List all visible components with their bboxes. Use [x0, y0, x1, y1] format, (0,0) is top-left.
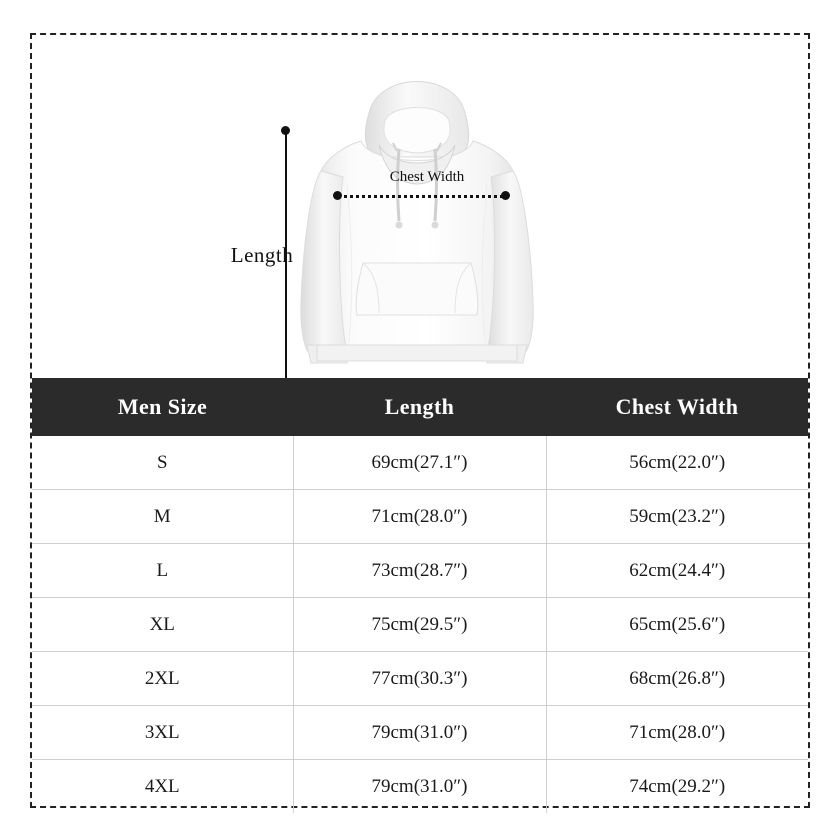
chest-right-endpoint: [501, 191, 510, 200]
table-row: [32, 436, 808, 490]
cell-length: 77cm(30.3″): [293, 652, 546, 706]
chest-left-endpoint: [333, 191, 342, 200]
table-row: [32, 598, 808, 652]
table-header: [32, 378, 808, 436]
cell-chest-width: 59cm(23.2″): [546, 490, 808, 544]
cell-chest-width: 71cm(28.0″): [546, 706, 808, 760]
cell-chest-width: 62cm(24.4″): [546, 544, 808, 598]
column-header-length: Length: [293, 378, 546, 436]
length-top-endpoint: [281, 126, 290, 135]
cell-chest-width: 68cm(26.8″): [546, 652, 808, 706]
cell-size: XL: [32, 598, 293, 652]
hoodie-illustration: [287, 45, 547, 375]
cell-chest-width: 65cm(25.6″): [546, 598, 808, 652]
cell-chest-width: 56cm(22.0″): [546, 436, 808, 490]
cell-size: 2XL: [32, 652, 293, 706]
table-row: [32, 706, 808, 760]
size-table-wrapper: [32, 378, 808, 813]
chest-width-measure-line: [337, 195, 509, 198]
table-row: [32, 652, 808, 706]
cell-length: 73cm(28.7″): [293, 544, 546, 598]
chest-width-measure-label: Chest Width: [389, 169, 465, 185]
measurement-illustration: [32, 35, 808, 378]
cell-length: 69cm(27.1″): [293, 436, 546, 490]
cell-chest-width: 74cm(29.2″): [629, 775, 726, 797]
length-measure-label: Length: [230, 243, 294, 267]
table-row: [32, 544, 808, 598]
cell-size: 4XL: [32, 760, 293, 814]
cell-length: 71cm(28.0″): [293, 490, 546, 544]
table-header-row: [32, 378, 808, 436]
size-table: [32, 378, 808, 813]
cell-length: 75cm(29.5″): [293, 598, 546, 652]
table-body: [32, 436, 808, 813]
cell-length: 79cm(31.0″): [293, 760, 546, 814]
column-header-chest-width: Chest Width: [546, 378, 808, 436]
table-row: [32, 760, 808, 814]
column-header-size: Men Size: [32, 378, 293, 436]
cell-size: 3XL: [32, 706, 293, 760]
cell-length: 79cm(31.0″): [293, 706, 546, 760]
table-row: [32, 490, 808, 544]
cell-size: M: [32, 490, 293, 544]
cell-size: S: [32, 436, 293, 490]
cell-size: L: [32, 544, 293, 598]
